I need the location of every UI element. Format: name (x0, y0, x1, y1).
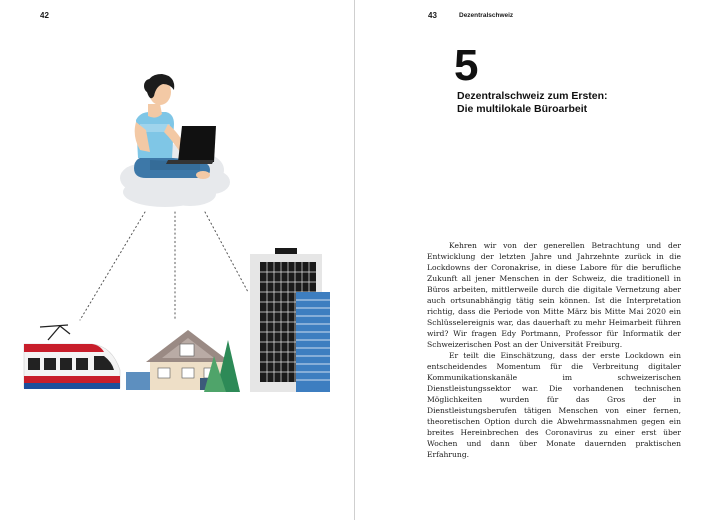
chapter-number: 5 (454, 41, 478, 90)
chapter-title (457, 90, 657, 116)
train-icon (24, 325, 120, 389)
paragraph: Kehren wir von der generellen Betrachtung und der Entwicklung der letzten Jahre und Jahrzehnte zurück in die Lockdowns der Coronakrise, in diese Labore für die berufliche Zukunft all jener Menschen in der Schweiz, die traditionell in Büros arbeiten, mittlerweile durch die digitale Vernetzung aber auch ortsunabhängig tätig sein können. Ist die Interpretation richtig, dass die Periode von Mitte März bis Mitte Mai 2020 ein Schlüsselereignis war, das dauerhaft zu mehr Heimarbeit führen wird? Wir fragen Edy Portmann, Professor für Informatik der Schweizerischen Post an der Universität Freiburg. (427, 241, 681, 349)
body-text (427, 240, 681, 460)
left-page (0, 0, 354, 520)
running-head: Dezentralschweiz (459, 12, 514, 19)
office-building-icon (250, 248, 330, 392)
connection-lines (80, 212, 248, 320)
right-page (355, 0, 709, 520)
chapter-title-line-2: Die multilokale Büroarbeit (457, 103, 588, 115)
garage-icon (126, 372, 150, 390)
woman-with-laptop-icon (134, 74, 216, 179)
chapter-title-line-1: Dezentralschweiz zum Ersten: (457, 90, 608, 102)
illustration (0, 0, 354, 520)
paragraph: Er teilt die Einschätzung, dass der erste Lockdown ein entscheidendes Momentum für die Verbreitung digitaler Kommunikationskanäle im schweizerischen Dienstleistungssektor war. Die vorhandenen technischen Möglichkeiten wurden für das Gros der in Dienstleistungsberufen tätigen Menschen von einer fernen, theoretischen Option durch die Abwehrmassnahmen gegen ein breites Hereinbrechen des Coronavirus zu einer erst über Wochen und dann über Monate dauernden praktischen Erfahrung. (427, 351, 681, 459)
page-number-left: 42 (40, 11, 49, 20)
page-number-right: 43 (428, 11, 437, 20)
